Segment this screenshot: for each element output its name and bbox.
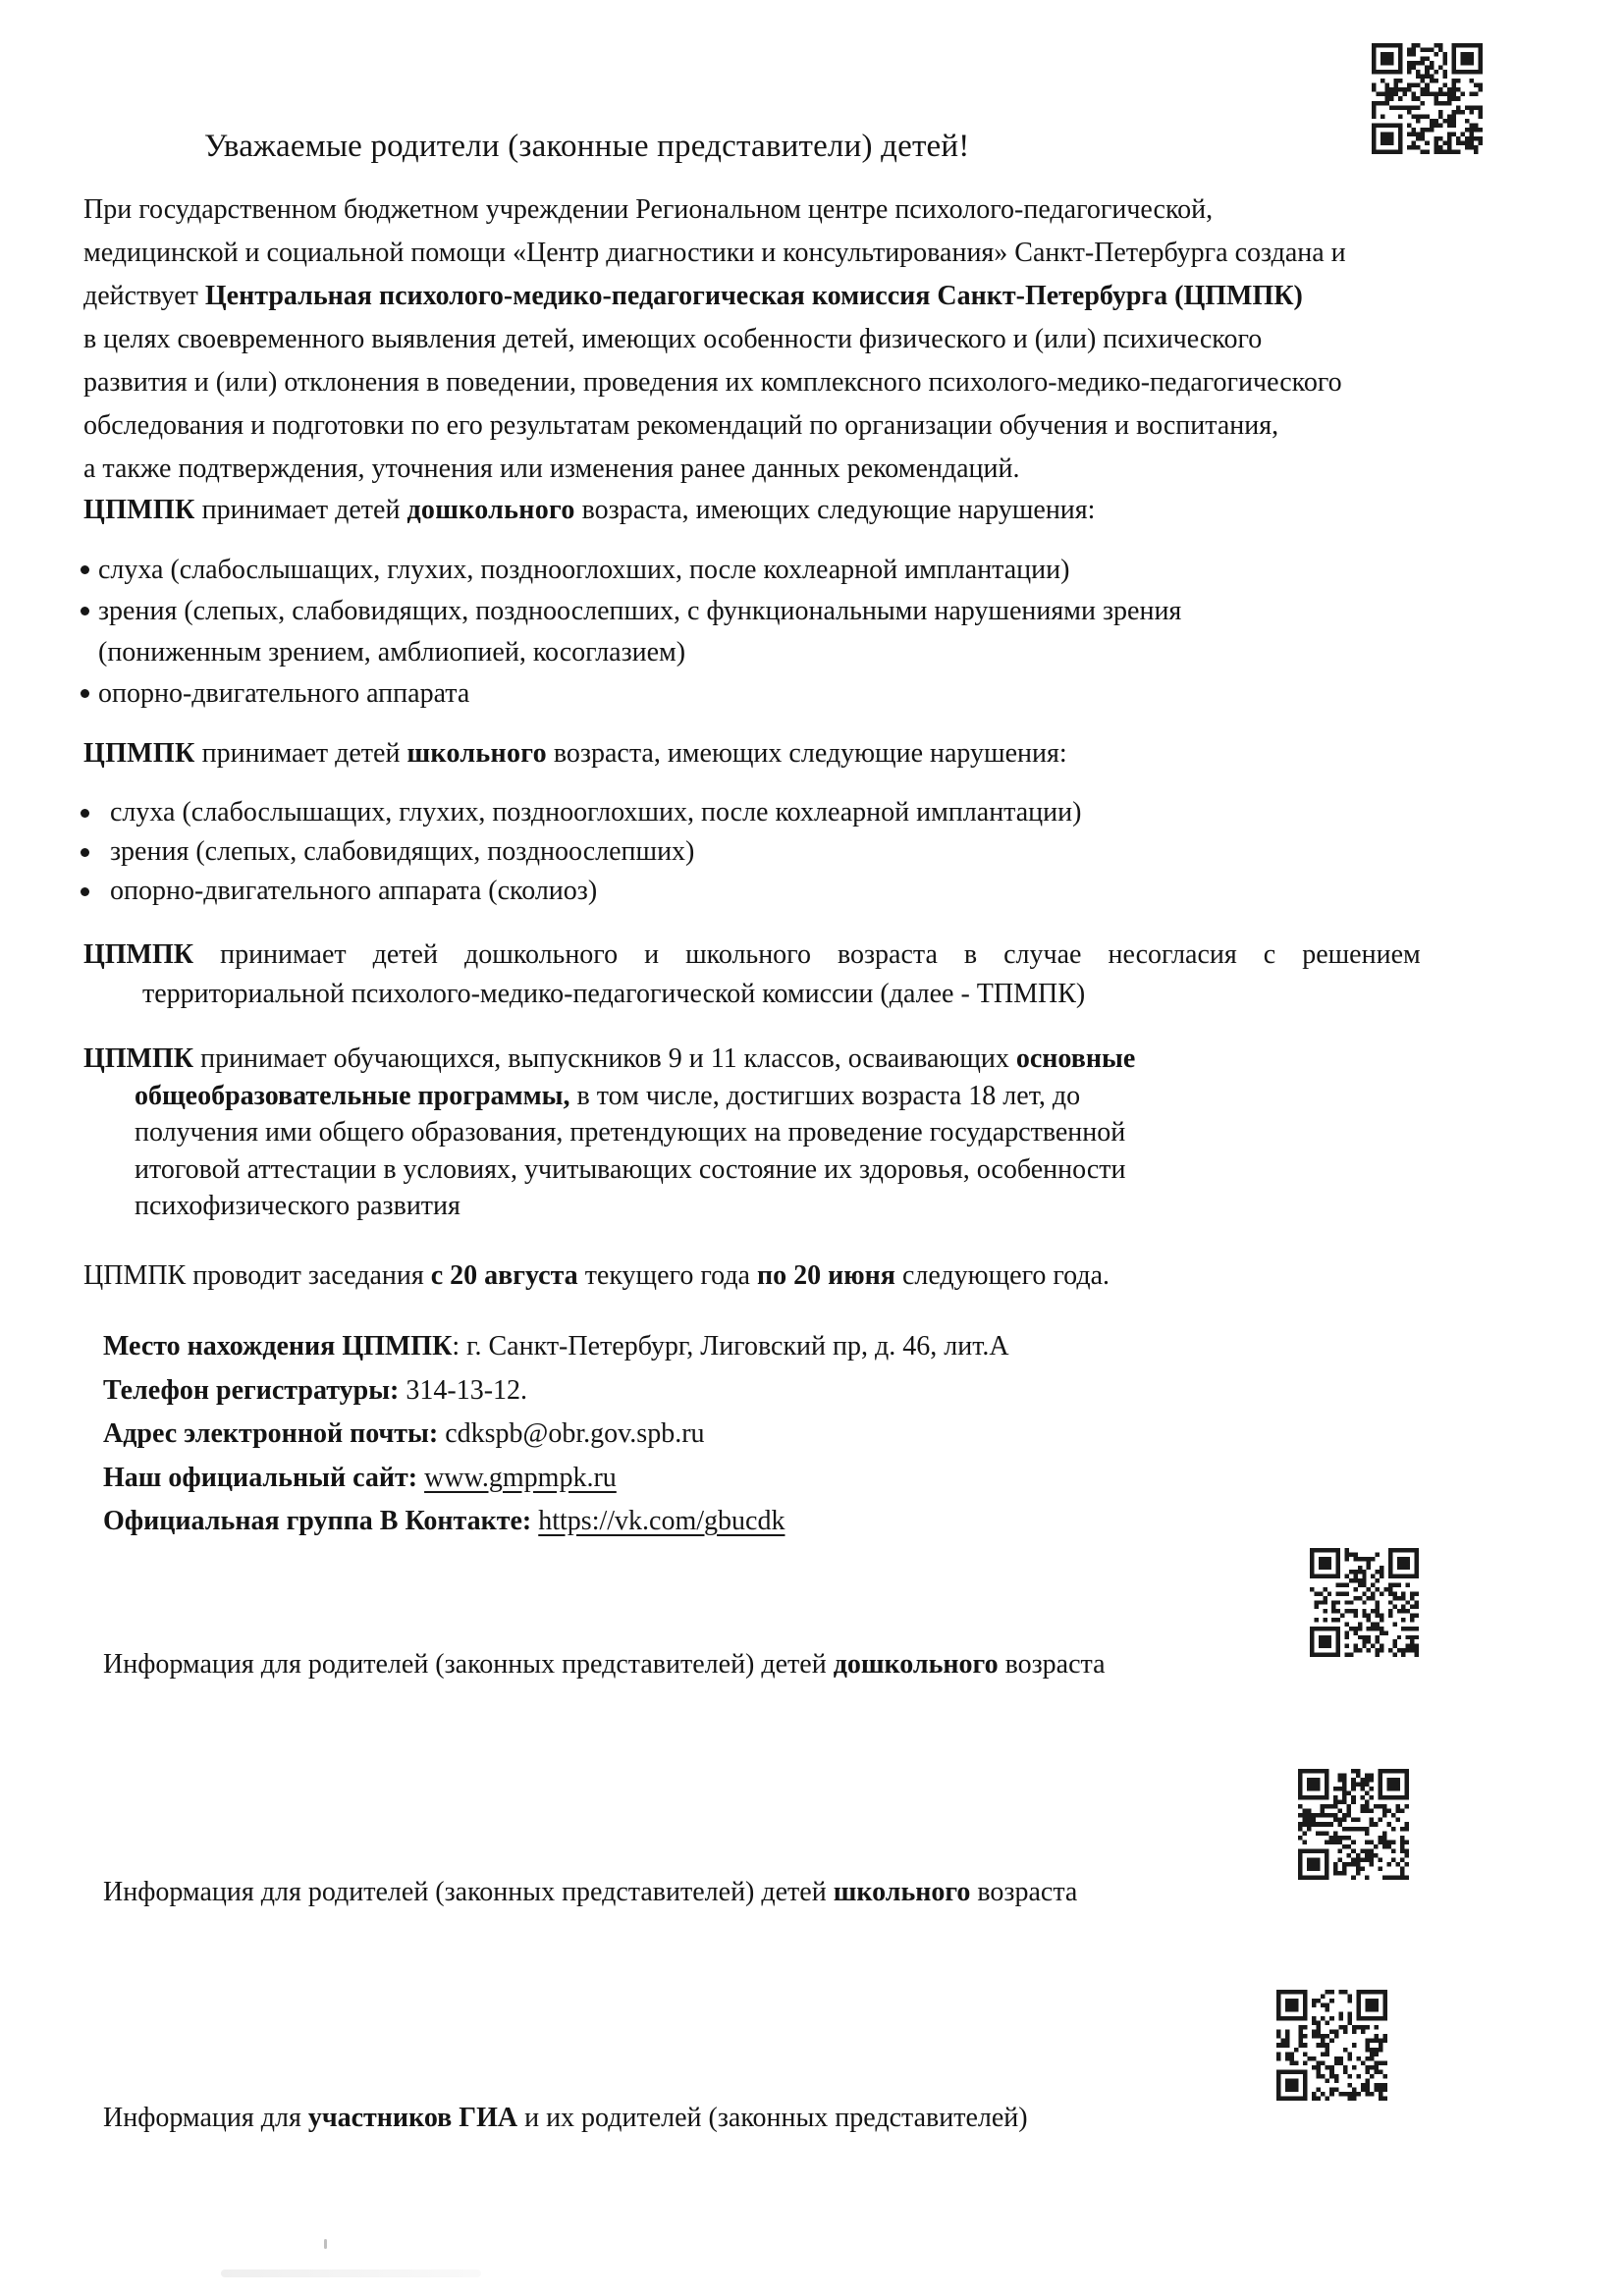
list-item: зрения (слепых, слабовидящих, поздноослепших, с функциональными нарушениями зрения (пониженным зрением, амблиопией, косоглазием) bbox=[98, 591, 1181, 673]
list-item: опорно-двигательного аппарата (сколиоз) bbox=[110, 872, 1081, 911]
list-item: опорно-двигательного аппарата bbox=[98, 673, 1181, 715]
paragraph-line: получения ими общего образования, претендующих на проведение государственной bbox=[135, 1117, 1126, 1148]
intro-line: развития и (или) отклонения в поведении, проведения их комплексного психолого-медико-педагогического bbox=[83, 367, 1342, 398]
preschool-bullet-list bbox=[98, 550, 1181, 715]
intro-line: а также подтверждения, уточнения или изменения ранее данных рекомендаций. bbox=[83, 454, 1020, 484]
contacts-block bbox=[103, 1325, 1009, 1544]
info-line-school: Информация для родителей (законных представителей) детей школьного возраста bbox=[103, 1877, 1078, 1907]
sessions-schedule-line: ЦПМПК проводит заседания с 20 августа текущего года по 20 июня следующего года. bbox=[83, 1260, 1110, 1291]
info-line-preschool: Информация для родителей (законных представителей) детей дошкольного возраста bbox=[103, 1649, 1106, 1680]
official-site-link[interactable]: www.gmpmpk.ru bbox=[424, 1462, 617, 1493]
paragraph-line: ЦПМПК принимает детей дошкольного и школьного возраста в случае несогласия с решением bbox=[83, 939, 1421, 970]
intro-line: обследования и подготовки по его результатам рекомендаций по организации обучения и воспитания, bbox=[83, 410, 1279, 441]
intro-line: в целях своевременного выявления детей, имеющих особенности физического и (или) психического bbox=[83, 324, 1263, 354]
paragraph-line: психофизического развития bbox=[135, 1191, 460, 1221]
qr-code-main-icon bbox=[1372, 43, 1483, 154]
page-title: Уважаемые родители (законные представители) детей! bbox=[204, 129, 970, 164]
contact-phone: Телефон регистратуры: 314-13-12. bbox=[103, 1374, 528, 1406]
list-item: зрения (слепых, слабовидящих, поздноослепших) bbox=[110, 832, 1081, 872]
list-item: слуха (слабослышащих, глухих, позднооглохших, после кохлеарной имплантации) bbox=[98, 550, 1181, 591]
school-bullet-list bbox=[110, 793, 1081, 911]
contact-vk: Официальная группа В Контакте: https://vk.com/gbucdk bbox=[103, 1506, 785, 1536]
paragraph-line: территориальной психолого-медико-педагогической комиссии (далее - ТПМПК) bbox=[142, 979, 1086, 1009]
intro-line: действует Центральная психолого-медико-педагогическая комиссия Санкт-Петербурга (ЦПМПК) bbox=[83, 281, 1303, 311]
intro-line: медицинской и социальной помощи «Центр диагностики и консультирования» Санкт-Петербурга создана и bbox=[83, 238, 1346, 268]
contact-email: Адрес электронной почты: cdkspb@obr.gov.spb.ru bbox=[103, 1418, 705, 1449]
contact-location: Место нахождения ЦПМПК: г. Санкт-Петербург, Лиговский пр, д. 46, лит.А bbox=[103, 1331, 1009, 1362]
vk-group-link[interactable]: https://vk.com/gbucdk bbox=[538, 1506, 785, 1536]
intro-line: При государственном бюджетном учреждении Региональном центре психолого-педагогической, bbox=[83, 194, 1214, 225]
scan-dot bbox=[324, 2239, 327, 2249]
list-item: слуха (слабослышащих, глухих, позднооглохших, после кохлеарной имплантации) bbox=[110, 793, 1081, 832]
gia-paragraph bbox=[83, 1041, 1556, 1225]
paragraph-line: общеобразовательные программы, в том числе, достигших возраста 18 лет, до bbox=[135, 1080, 1081, 1111]
qr-code-preschool-icon bbox=[1310, 1548, 1419, 1657]
qr-code-gia-icon bbox=[1276, 1990, 1387, 2101]
intro-paragraph bbox=[83, 188, 1556, 491]
info-line-gia: Информация для участников ГИА и их родителей (законных представителей) bbox=[103, 2103, 1028, 2133]
preschool-section-heading: ЦПМПК принимает детей дошкольного возраста, имеющих следующие нарушения: bbox=[83, 495, 1096, 525]
contact-site: Наш официальный сайт: www.gmpmpk.ru bbox=[103, 1462, 617, 1493]
paragraph-line: итоговой аттестации в условиях, учитывающих состояние их здоровья, особенности bbox=[135, 1153, 1126, 1185]
paragraph-line: ЦПМПК принимает обучающихся, выпускников 9 и 11 классов, осваивающих основные bbox=[83, 1043, 1136, 1074]
scan-smudge bbox=[221, 2269, 481, 2277]
qr-code-school-icon bbox=[1298, 1769, 1409, 1880]
school-section-heading: ЦПМПК принимает детей школьного возраста, имеющих следующие нарушения: bbox=[83, 738, 1067, 769]
disagreement-paragraph bbox=[83, 935, 1556, 1014]
